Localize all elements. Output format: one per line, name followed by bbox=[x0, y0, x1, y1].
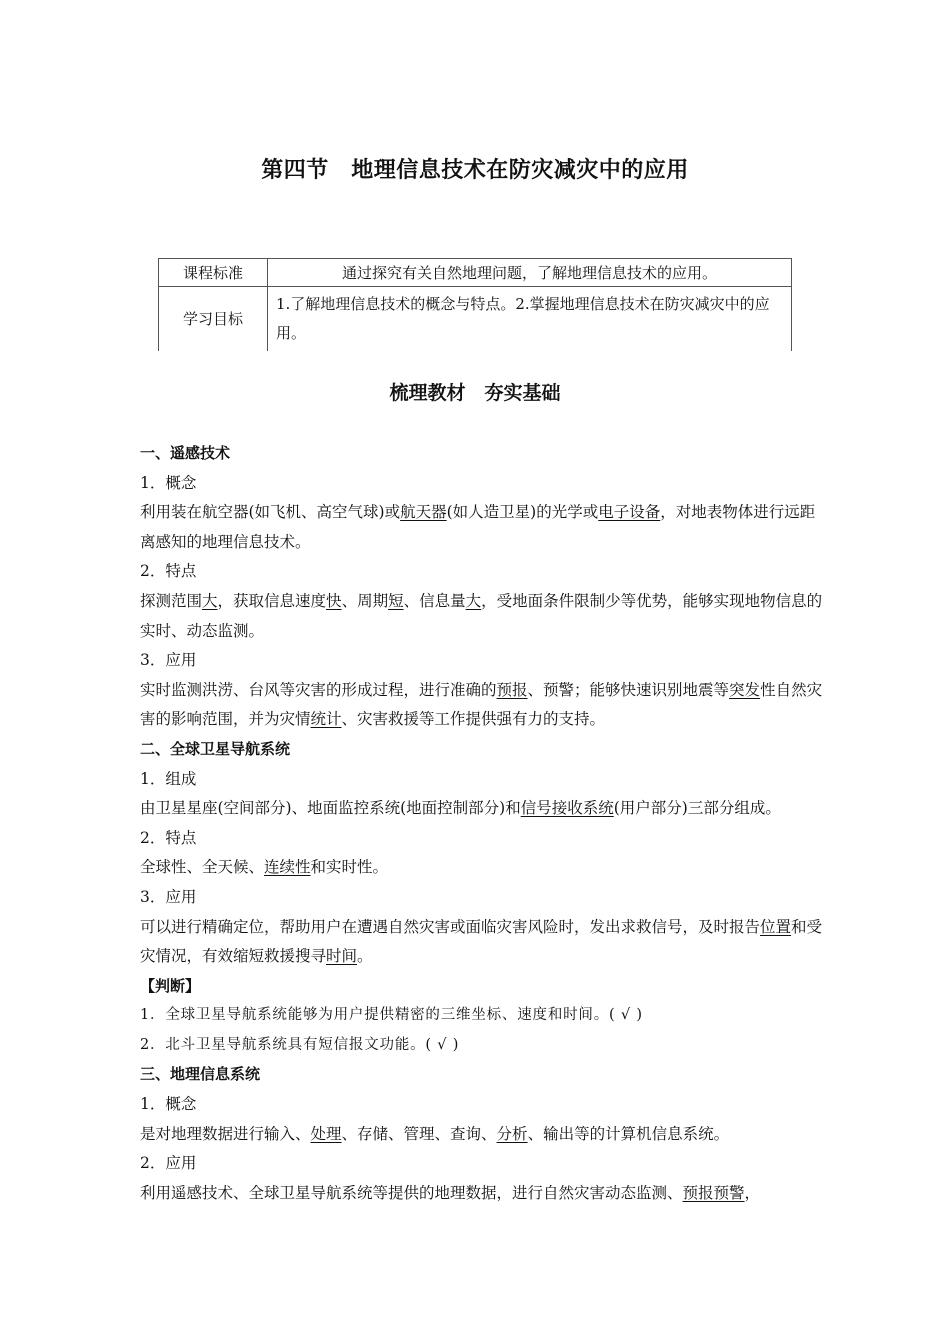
page-title: 第四节 地理信息技术在防灾减灾中的应用 bbox=[261, 158, 689, 183]
answer-blank: 突发 bbox=[729, 680, 761, 699]
judge-heading: 【判断】 bbox=[140, 976, 201, 995]
answer-blank: 位置 bbox=[760, 917, 792, 936]
judge-item: 2．北斗卫星导航系统具有短信报文功能。( √ ) bbox=[140, 1036, 460, 1053]
paragraph: 探测范围大，获取信息速度快、周期短、信息量大，受地面条件限制少等优势，能够实现地物信息的实时、动态监测。 bbox=[140, 591, 823, 640]
table-row bbox=[159, 259, 792, 287]
curriculum-standards-table bbox=[158, 258, 792, 351]
subheading: 2．特点 bbox=[140, 828, 197, 847]
paragraph: 利用遥感技术、全球卫星导航系统等提供的地理数据，进行自然灾害动态监测、预报预警， bbox=[140, 1183, 761, 1202]
answer-blank: 电子设备 bbox=[598, 503, 661, 522]
answer-blank: 时间 bbox=[326, 947, 358, 966]
answer-blank: 信号接收系统 bbox=[520, 799, 614, 818]
answer-blank: 大 bbox=[465, 591, 482, 610]
subheading: 1．组成 bbox=[140, 769, 197, 788]
section-subtitle: 梳理教材 夯实基础 bbox=[389, 382, 561, 404]
subheading: 2．特点 bbox=[140, 562, 197, 581]
answer-blank: 快 bbox=[326, 591, 342, 610]
answer-blank: 航天器 bbox=[400, 503, 447, 522]
paragraph: 由卫星星座(空间部分)、地面监控系统(地面控制部分)和信号接收系统(用户部分)三部分组成。 bbox=[140, 799, 781, 818]
objective-value: 1.了解地理信息技术的概念与特点。2.掌握地理信息技术在防灾减灾中的应用。 bbox=[268, 287, 792, 352]
judge-item: 1．全球卫星导航系统能够为用户提供精密的三维坐标、速度和时间。( √ ) bbox=[140, 1007, 643, 1024]
answer-blank: 预报预警 bbox=[682, 1183, 745, 1202]
answer-blank: 大 bbox=[202, 591, 218, 610]
answer-blank: 连续性 bbox=[264, 858, 311, 877]
paragraph: 可以进行精确定位，帮助用户在遭遇自然灾害或面临灾害风险时，发出求救信号，及时报告位置和受灾情况，有效缩短救援搜寻时间。 bbox=[140, 917, 823, 966]
answer-blank: 分析 bbox=[496, 1124, 528, 1143]
paragraph: 是对地理数据进行输入、处理、存储、管理、查询、分析、输出等的计算机信息系统。 bbox=[140, 1124, 730, 1143]
answer-blank: 短 bbox=[388, 591, 404, 610]
paragraph: 全球性、全天候、连续性和实时性。 bbox=[140, 858, 389, 877]
section-heading: 一、遥感技术 bbox=[140, 444, 231, 462]
paragraph: 利用装在航空器(如飞机、高空气球)或航天器(如人造卫星)的光学或电子设备，对地表物体进行远距离感知的地理信息技术。 bbox=[140, 503, 816, 551]
section-heading: 二、全球卫星导航系统 bbox=[140, 739, 291, 758]
paragraph: 实时监测洪涝、台风等灾害的形成过程，进行准确的预报、预警；能够快速识别地震等突发性自然灾害的影响范围，并为灾情统计、灾害救援等工作提供强有力的支持。 bbox=[140, 680, 823, 729]
answer-blank: 预报 bbox=[496, 680, 528, 699]
table-row bbox=[159, 287, 792, 352]
subheading: 2．应用 bbox=[140, 1154, 197, 1173]
answer-blank: 处理 bbox=[310, 1124, 342, 1143]
section-heading: 三、地理信息系统 bbox=[140, 1065, 261, 1084]
answer-blank: 统计 bbox=[310, 710, 342, 729]
subheading: 1．概念 bbox=[140, 473, 197, 492]
standard-value: 通过探究有关自然地理问题，了解地理信息技术的应用。 bbox=[268, 259, 792, 287]
main-content bbox=[140, 439, 825, 1208]
subheading: 3．应用 bbox=[140, 887, 197, 906]
objective-label: 学习目标 bbox=[159, 287, 268, 352]
subheading: 3．应用 bbox=[140, 651, 197, 670]
standard-label: 课程标准 bbox=[159, 259, 268, 287]
subheading: 1．概念 bbox=[140, 1095, 197, 1114]
